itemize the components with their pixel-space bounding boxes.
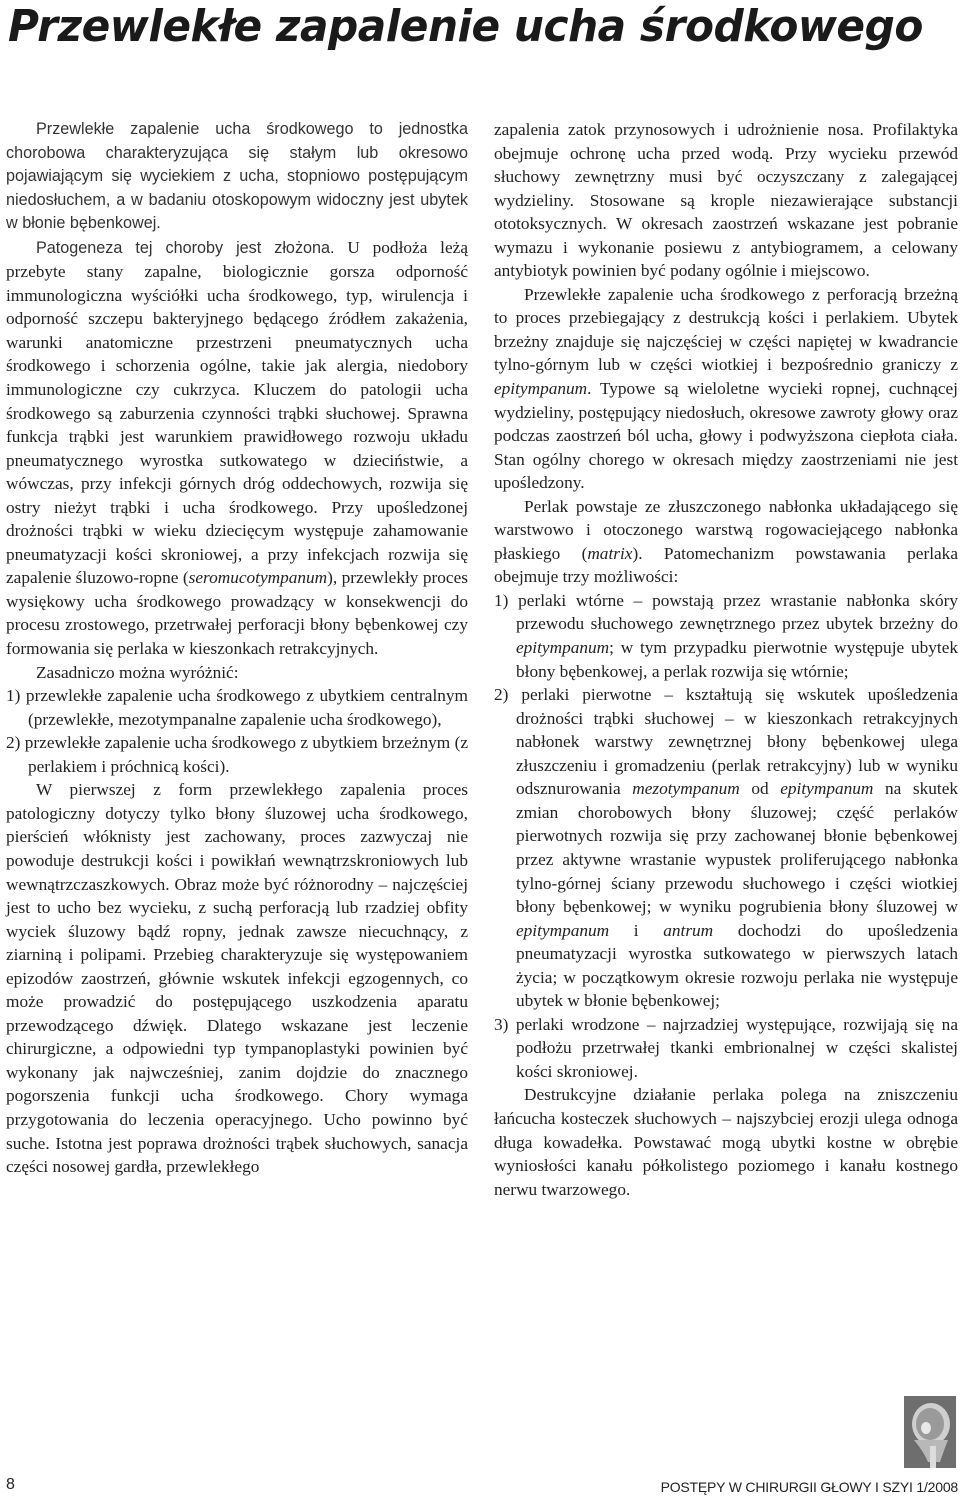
body-paragraph (494, 283, 958, 495)
text-span: i (609, 920, 664, 940)
text-span: 2) perlaki pierwotne – kształtują się wskutek upośledzenia drożności trąbki słuchowej – w kieszonkach retrakcyjnych nabłonek warstwy zewnętrznej błony bębenkowej ulega złuszczeniu i gromadzeniu (perlak retrakcyjny) lub w wyniku odsznurowania (494, 685, 958, 799)
latin-term: epitympanum (780, 779, 874, 799)
list-item: 3) perlaki wrodzone – najrzadziej występujące, rozwijają się na podłożu przetrwałej tkanki embrionalnej w części skalistej kości skroniowej. (494, 1014, 958, 1081)
body-paragraph: Zasadniczo można wyróżnić: (36, 662, 239, 682)
list-item (494, 683, 958, 1013)
column-right (494, 118, 958, 1201)
text-span: ). Patomechanizm powstawania perlaka obejmuje trzy możliwości: (494, 543, 958, 587)
body-paragraph: Destrukcyjne działanie perlaka polega na zniszczeniu łańcucha kosteczek słuchowych – najszybciej erozji ulega odnoga długa kowadełka. Powstawać mogą ubytki kostne w obrębie wyniosłości kanału półkolistego poziomego i kanału kostnego nerwu twarzowego. (494, 1085, 958, 1199)
lead-sentence: Patogeneza tej choroby jest złożona. (36, 238, 335, 257)
journal-footer: POSTĘPY W CHIRURGII GŁOWY I SZYI 1/2008 (660, 1479, 958, 1495)
mechanism-list (494, 589, 958, 1083)
latin-term: mezotympanum (632, 779, 740, 799)
latin-term: epitympanum (516, 920, 610, 940)
text-span: U podłoża leżą przebyte stany zapalne, biologicznie gorsza odporność immunologiczna wyściółki ucha środkowego, typ, wirulencja i odporność szczepu bakteryjnego będącego źródłem zakażenia, warunki anatomiczne przestrzeni pneumatycznych ucha środkowego i schorzenia ogólne, takie jak alergia, niedobory immunologiczne czy cukrzyca. Kluczem do patologii ucha środkowego są zaburzenia czynności trąbki słuchowej. Sprawna funkcja trąbki jest warunkiem prawidłowego rozwoju układu pneumatycznego wyrostka sutkowatego w dzieciństwie, a wówczas, przy infekcji górnych dróg oddechowych, rozwija się ostry nieżyt trąbki i ucha środkowego. Przy upośledzonej drożności trąbki w wieku dziecięcym występuje zahamowanie pneumatyzacji kości skroniowej, a przy infekcjach rozwija się zapalenie śluzowo-ropne ( (6, 237, 468, 588)
body-paragraph: W pierwszej z form przewlekłego zapalenia proces patologiczny dotyczy tylko błony śluzowej ucha środkowego, pierścień włóknisty jest zachowany, proces zazwyczaj nie powoduje destrukcji kości i powikłań wewnątrzskroniowych lub wewnątrzczaszkowych. Obraz może być różnorodny – najczęściej jest to ucho bez wycieku, z suchą perforacją lub rzadziej obfity wyciek śluzowy bądź ropny, jednak zawsze niecuchnący, z ziarniną i polipami. Przebieg charakteryzuje się występowaniem epizodów zaostrzeń, głównie wskutek infekcji egzogennych, co może prowadzić do postępującego uszkodzenia aparatu przewodzącego dźwięk. Dlatego wskazane jest leczenie chirurgiczne, a odpowiedni typ tympanoplastyki powinien być wykonany jak najwcześniej, zanim dojdzie do znacznego pogorszenia funkcji ucha środkowego. Chory wymaga przygotowania do leczenia operacyjnego. Ucho powinno być suche. Istotna jest poprawa drożności trąbek słuchowych, sanacja części nosowej gardła, przewlekłego (6, 780, 468, 1177)
body-paragraph (494, 495, 958, 589)
text-span: Przewlekłe zapalenie ucha środkowego z perforacją brzeżną to proces przebiegający z destrukcją kości i perlakiem. Ubytek brzeżny znajduje się najczęściej w części napiętej w kwadrancie tylno-górnym lub w części wiotkiej i bezpośrednio graniczy z (494, 284, 958, 375)
list-item: 2) przewlekłe zapalenie ucha środkowego z ubytkiem brzeżnym (z perlakiem i próchnicą kości). (6, 733, 468, 776)
skull-xray-icon (904, 1396, 956, 1468)
text-span: Perlak powstaje ze złuszczonego nabłonka układającego się warstwowo i otoczonego warstwą rogowaciejącego nabłonka płaskiego ( (494, 496, 958, 563)
abstract-paragraph: Przewlekłe zapalenie ucha środkowego to jednostka chorobowa charakteryzująca się stałym lub okresowo pojawiającym się wyciekiem z ucha, stopniowo postępującym niedosłuchem, a w badaniu otoskopowym widoczny jest ubytek w błonie bębenkowej. (6, 120, 468, 233)
body-paragraph (6, 236, 468, 661)
text-span: ; w tym przypadku pierwotnie występuje ubytek błony bębenkowej, a perlak rozwija się wtórnie; (516, 638, 958, 681)
page-title: Przewlekłe zapalenie ucha środkowego (8, 1, 923, 52)
latin-term: seromucotympanum (188, 568, 328, 588)
classification-list (6, 684, 468, 778)
column-left (6, 118, 468, 1179)
latin-term: epitympanum (494, 379, 588, 399)
text-span: . Typowe są wieloletne wycieki ropnej, cuchnącej wydzieliny, postępujący niedosłuch, okresowe zawroty głowy oraz podczas zaostrzeń ból ucha, głowy i podwyższona ciepłota ciała. Stan ogólny chorego w okresach między zaostrzeniami nie jest upośledzony. (494, 379, 958, 493)
latin-term: matrix (587, 543, 633, 563)
text-span: od (739, 779, 781, 799)
body-paragraph: zapalenia zatok przynosowych i udrożnienie nosa. Profilaktyka obejmuje ochronę ucha przed wodą. Przy wycieku przewód słuchowy zewnętrzny musi być oczyszczany z zalegającej wydzieliny. Stosowane są krople niezawierające substancji ototoksycznych. W okresach zaostrzeń wskazane jest pobranie wymazu i wykonanie posiewu z antybiogramem, a celowany antybiotyk powinien być podany ogólnie i miejscowo. (494, 120, 958, 281)
text-span: dochodzi do upośledzenia pneumatyzacji wyrostka sutkowatego w pierwszych latach życia; w początkowym okresie rozwoju perlaka nie występuje ubytek w błonie bębenkowej; (516, 920, 958, 1011)
text-span: ), przewlekły proces wysiękowy ucha środkowego prowadzący w konsekwencji do procesu zrostowego, przetrwałej perforacji błony bębenkowej czy formowania się perlaka w kieszonkach retrakcyjnych. (6, 568, 468, 659)
page-number: 8 (6, 1476, 15, 1493)
list-item (494, 589, 958, 683)
list-item: 1) przewlekłe zapalenie ucha środkowego z ubytkiem centralnym (przewlekłe, mezotympanalne zapalenie ucha środkowego), (6, 686, 468, 729)
latin-term: antrum (663, 920, 714, 940)
text-span: na skutek zmian chorobowych błony śluzowej; część perlaków pierwotnych rozwija się przy zachowanej błonie bębenkowej przez aktywne wrastanie wypustek proliferującego nabłonka tylno-górnej ściany przewodu słuchowego i części wiotkiej błony bębenkowej; w wyniku pogrubienia błony śluzowej w (516, 779, 959, 917)
latin-term: epitympanum (516, 638, 610, 658)
text-span: 1) perlaki wtórne – powstają przez wrastanie nabłonka skóry przewodu słuchowego zewnętrznego przez ubytek brzeżny do (494, 590, 958, 634)
